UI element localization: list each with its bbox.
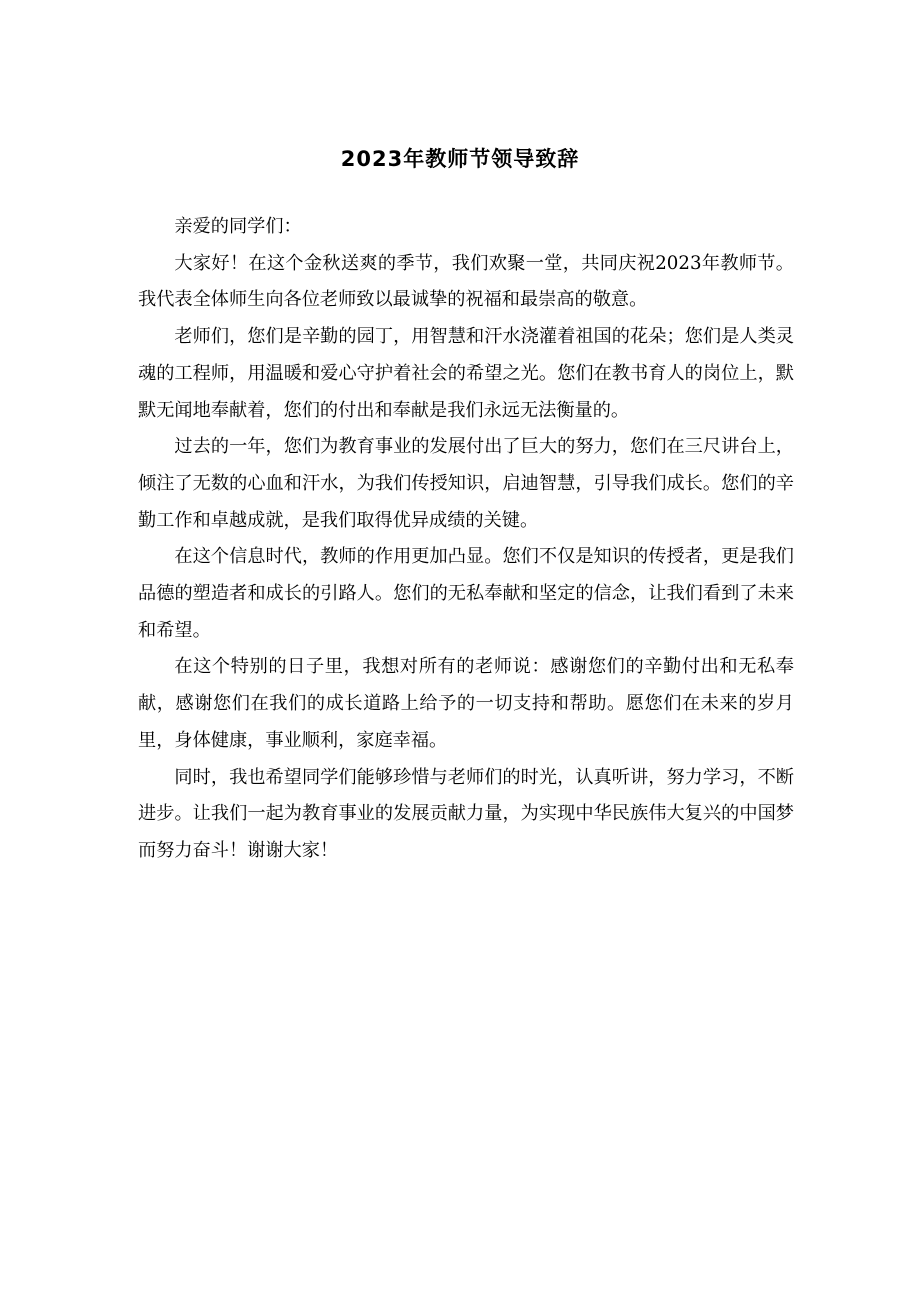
- body-paragraph: 过去的一年，您们为教育事业的发展付出了巨大的努力，您们在三尺讲台上，倾注了无数的心血和汗水，为我们传授知识，启迪智慧，引导我们成长。您们的辛勤工作和卓越成就，是我们取得优异成绩的关键。: [138, 436, 794, 531]
- body-paragraph: 大家好！在这个金秋送爽的季节，我们欢聚一堂，共同庆祝2023年教师节。我代表全体师生向各位老师致以最诚挚的祝福和最崇高的敬意。: [138, 252, 794, 311]
- body-paragraph: 在这个信息时代，教师的作用更加凸显。您们不仅是知识的传授者，更是我们品德的塑造者和成长的引路人。您们的无私奉献和坚定的信念，让我们看到了未来和希望。: [138, 546, 794, 641]
- body-paragraph: 老师们，您们是辛勤的园丁，用智慧和汗水浇灌着祖国的花朵；您们是人类灵魂的工程师，用温暖和爱心守护着社会的希望之光。您们在教书育人的岗位上，默默无闻地奉献着，您们的付出和奉献是我们永远无法衡量的。: [138, 326, 794, 421]
- document-body: [138, 209, 794, 870]
- closing-paragraph: 同时，我也希望同学们能够珍惜与老师们的时光，认真听讲，努力学习，不断进步。让我们一起为教育事业的发展贡献力量，为实现中华民族伟大复兴的中国梦而努力奋斗！谢谢大家！: [138, 766, 794, 861]
- body-paragraph: 在这个特别的日子里，我想对所有的老师说：感谢您们的辛勤付出和无私奉献，感谢您们在我们的成长道路上给予的一切支持和帮助。愿您们在未来的岁月里，身体健康，事业顺利，家庭幸福。: [138, 656, 794, 751]
- salutation-paragraph: 亲爱的同学们：: [174, 216, 302, 237]
- document-title: 2023年教师节领导致辞: [340, 147, 580, 171]
